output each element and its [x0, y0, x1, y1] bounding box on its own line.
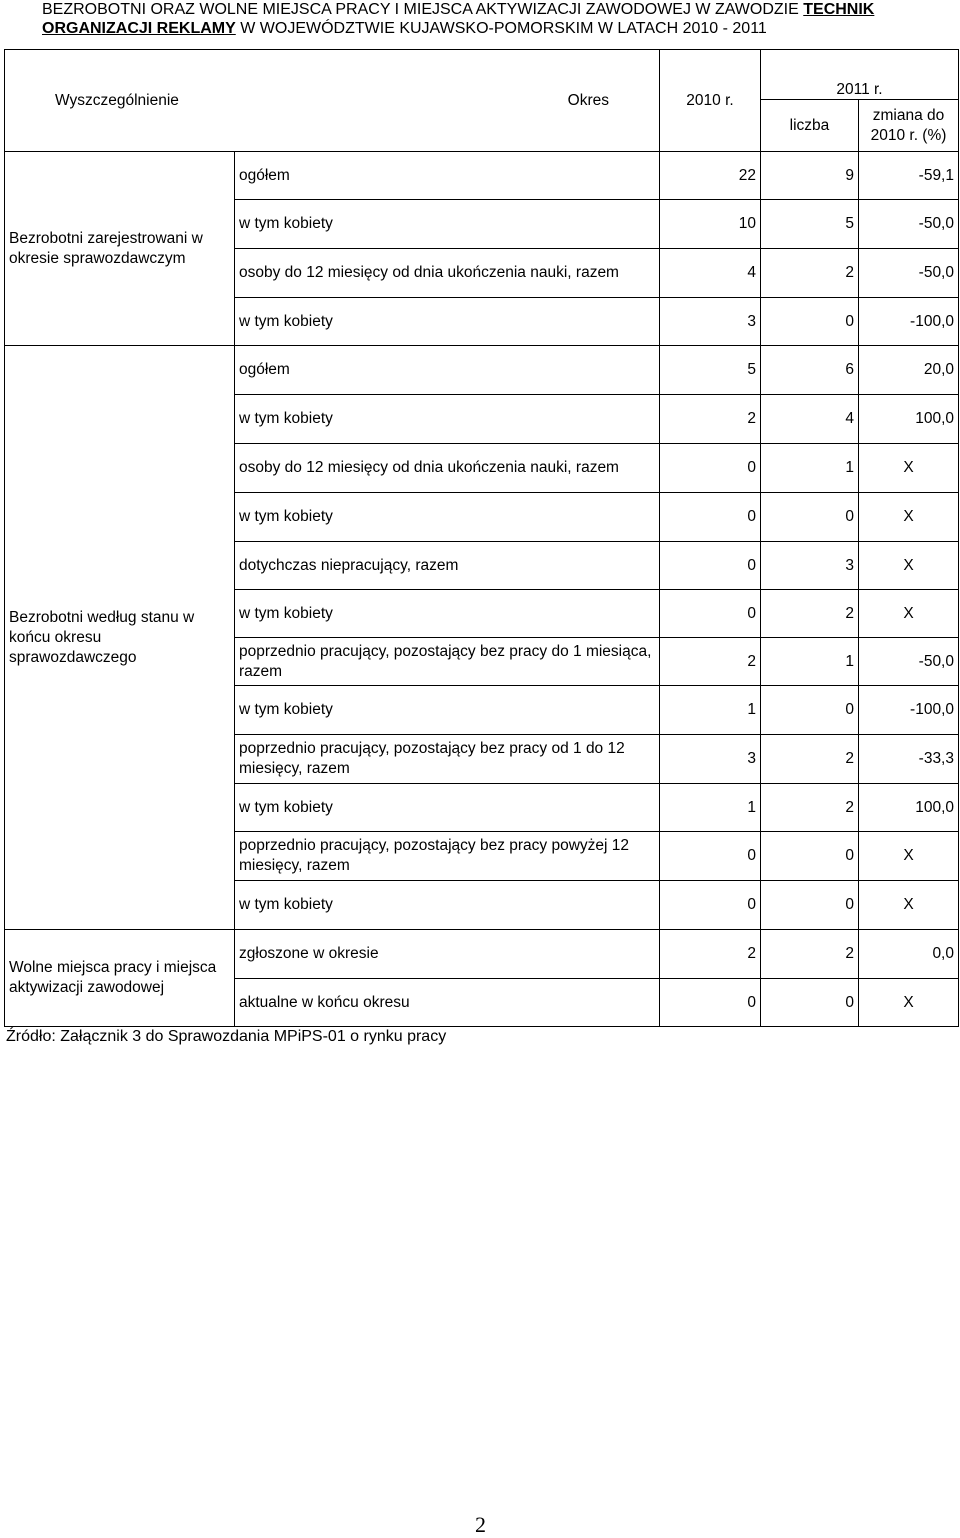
value-2010: 2 [660, 395, 761, 444]
value-2010: 1 [660, 784, 761, 832]
value-2011: 9 [761, 152, 859, 200]
value-2011: 0 [761, 686, 859, 735]
value-2010: 0 [660, 979, 761, 1027]
value-2011: 1 [761, 444, 859, 493]
value-2011: 5 [761, 200, 859, 249]
group-registered: Bezrobotni zarejestrowani w okresie sprawozdawczym [5, 152, 235, 346]
value-2011: 0 [761, 493, 859, 542]
page-number: 2 [475, 1512, 486, 1537]
statistics-table [4, 49, 959, 1027]
value-change: -100,0 [859, 686, 959, 735]
value-change: 100,0 [859, 395, 959, 444]
row-label: w tym kobiety [235, 395, 660, 444]
title-line2: W WOJEWÓDZTWIE KUJAWSKO-POMORSKIM W LATACH 2010 - 2011 [240, 20, 767, 37]
value-2011: 0 [761, 979, 859, 1027]
value-2011: 0 [761, 832, 859, 881]
value-change: X [859, 832, 959, 881]
value-2010: 4 [660, 249, 761, 298]
value-change: -33,3 [859, 735, 959, 784]
value-2010: 0 [660, 444, 761, 493]
value-2010: 0 [660, 590, 761, 638]
value-change: -50,0 [859, 200, 959, 249]
value-change: -59,1 [859, 152, 959, 200]
value-change: X [859, 444, 959, 493]
header-liczba: liczba [761, 100, 859, 152]
header-okres: Okres [567, 91, 609, 109]
title-occupation: TECHNIK ORGANIZACJI REKLAMY [42, 1, 875, 37]
row-label: dotychczas niepracujący, razem [235, 542, 660, 590]
document-title [42, 0, 942, 38]
value-change: X [859, 493, 959, 542]
value-2010: 10 [660, 200, 761, 249]
row-label: poprzednio pracujący, pozostający bez pracy do 1 miesiąca, razem [235, 638, 660, 686]
value-2010: 2 [660, 638, 761, 686]
value-2010: 2 [660, 930, 761, 979]
row-label: poprzednio pracujący, pozostający bez pracy od 1 do 12 miesięcy, razem [235, 735, 660, 784]
value-2011: 2 [761, 590, 859, 638]
value-2010: 0 [660, 832, 761, 881]
row-label: w tym kobiety [235, 881, 660, 930]
group-end-of-period: Bezrobotni według stanu w końcu okresu sprawozdawczego [5, 346, 235, 930]
value-2010: 0 [660, 881, 761, 930]
value-2011: 3 [761, 542, 859, 590]
value-change: X [859, 979, 959, 1027]
value-change: -100,0 [859, 298, 959, 346]
row-label: osoby do 12 miesięcy od dnia ukończenia nauki, razem [235, 444, 660, 493]
row-label: w tym kobiety [235, 784, 660, 832]
value-change: X [859, 542, 959, 590]
row-label: zgłoszone w okresie [235, 930, 660, 979]
header-row-top [5, 50, 959, 100]
value-2011: 0 [761, 881, 859, 930]
value-2010: 5 [660, 346, 761, 395]
row-label: poprzednio pracujący, pozostający bez pracy powyżej 12 miesięcy, razem [235, 832, 660, 881]
header-zmiana: zmiana do 2010 r. (%) [859, 100, 959, 152]
value-2011: 6 [761, 346, 859, 395]
value-change: -50,0 [859, 638, 959, 686]
value-2010: 0 [660, 542, 761, 590]
value-2010: 3 [660, 298, 761, 346]
value-change: 100,0 [859, 784, 959, 832]
value-2011: 2 [761, 784, 859, 832]
value-2010: 0 [660, 493, 761, 542]
row-label: osoby do 12 miesięcy od dnia ukończenia nauki, razem [235, 249, 660, 298]
value-change: X [859, 881, 959, 930]
row-label: ogółem [235, 346, 660, 395]
header-wyszczegolnienie-okres [5, 50, 660, 152]
source-note: Źródło: Załącznik 3 do Sprawozdania MPiPS-01 o rynku pracy [6, 1028, 447, 1045]
value-2010: 1 [660, 686, 761, 735]
value-2011: 0 [761, 298, 859, 346]
value-2011: 2 [761, 930, 859, 979]
header-2010: 2010 r. [660, 50, 761, 152]
row-label: w tym kobiety [235, 590, 660, 638]
table-row [5, 346, 959, 395]
table-row [5, 152, 959, 200]
row-label: w tym kobiety [235, 298, 660, 346]
header-2011: 2011 r. [761, 50, 959, 100]
title-line1: BEZROBOTNI ORAZ WOLNE MIEJSCA PRACY I MIEJSCA AKTYWIZACJI ZAWODOWEJ W ZAWODZIE [42, 1, 799, 18]
row-label: w tym kobiety [235, 493, 660, 542]
value-change: 20,0 [859, 346, 959, 395]
value-change: 0,0 [859, 930, 959, 979]
row-label: w tym kobiety [235, 686, 660, 735]
value-2011: 2 [761, 249, 859, 298]
value-change: -50,0 [859, 249, 959, 298]
value-2010: 3 [660, 735, 761, 784]
value-change: X [859, 590, 959, 638]
value-2011: 4 [761, 395, 859, 444]
row-label: w tym kobiety [235, 200, 660, 249]
row-label: ogółem [235, 152, 660, 200]
group-vacancies: Wolne miejsca pracy i miejsca aktywizacji zawodowej [5, 930, 235, 1027]
value-2010: 22 [660, 152, 761, 200]
header-wyszczegolnienie: Wyszczególnienie [55, 91, 179, 109]
table-row [5, 930, 959, 979]
value-2011: 2 [761, 735, 859, 784]
value-2011: 1 [761, 638, 859, 686]
row-label: aktualne w końcu okresu [235, 979, 660, 1027]
